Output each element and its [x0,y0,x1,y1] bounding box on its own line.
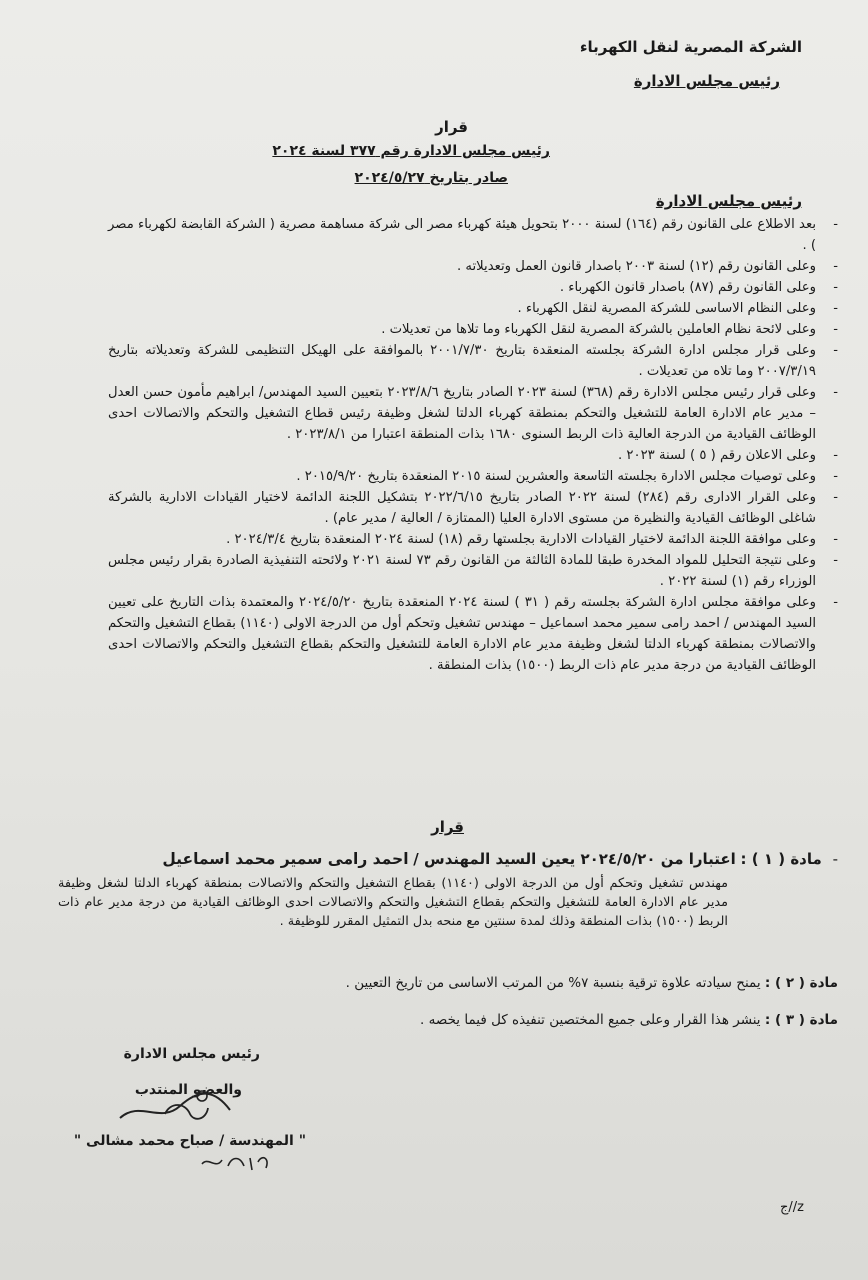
recital-item: - وعلى قرار مجلس ادارة الشركة بجلسته المنعقدة بتاريخ ٢٠٠١/٧/٣٠ بالموافقة على الهيكل التنظيمى للشركة وتعديلاته بتاريخ ٢٠٠٧/٣/١٩ وما تلاه من تعديلات . [108,343,838,379]
recital-item: - وعلى القانون رقم (١٢) لسنة ٢٠٠٣ باصدار قانون العمل وتعديلاته . [457,259,838,274]
recital-item: - وعلى لائحة نظام العاملين بالشركة المصرية لنقل الكهرباء وما تلاها من تعديلات . [381,322,838,337]
recital-item: - بعد الاطلاع على القانون رقم (١٦٤) لسنة ٢٠٠٠ بتحويل هيئة كهرباء مصر الى شركة مساهمة مصرية ( الشركة القابضة لكهرباء مصر ) . [108,217,838,253]
decree-word: قرار [435,118,468,136]
recital-item: - وعلى القانون رقم (٨٧) باصدار قانون الكهرباء . [559,280,838,295]
handwritten-signature [110,1080,250,1130]
preamble-head: رئيس مجلس الادارة [655,192,802,210]
decree-date: صادر بتاريخ ٢٠٢٤/٥/٢٧ [354,170,508,186]
recital-item: - وعلى قرار رئيس مجلس الادارة رقم (٣٦٨) لسنة ٢٠٢٣ الصادر بتاريخ ٢٠٢٣/٨/٦ بتعيين السيد المهندس/ ابراهيم مأمون حسن العدل – مدير عام الادارة العامة للتشغيل والتحكم بمنطقة كهرباء الدلتا لشغل وظيفة رئيس قطاع التشغيل والتحكم والاتصالات احدى الوظائف القيادية من الدرجة العالية ذات الربط السنوى ١٦٨٠ بذات المنطقة اعتبارا من ٢٠٢٣/٨/١ . [108,385,838,442]
recital-item: - وعلى موافقة مجلس ادارة الشركة بجلسته رقم ( ٣١ ) لسنة ٢٠٢٤ المنعقدة بتاريخ ٢٠٢٤/٥/٢٠ والمعتمدة بذات التاريخ على تعيين السيد المهندس / احمد رامى سمير محمد اسماعيل – مهندس تشغيل وتحكم أول من الدرجة الاولى (١١٤٠) بقطاع التشغيل والتحكم والاتصالات بمنطقة كهرباء الدلتا لشغل وظيفة مدير عام الادارة العامة للتشغيل والتحكم بقطاع التشغيل والتحكم والاتصالات احدى الوظائف القيادية من درجة مدير عام ذات الربط (١٥٠٠) بذات المنطقة . [108,595,838,673]
article-2-label: مادة ( ٢ ) : [764,975,838,991]
article-1-body: مهندس تشغيل وتحكم أول من الدرجة الاولى (١١٤٠) بقطاع التشغيل والتحكم والاتصالات بمنطقة كهرباء الدلتا لشغل وظيفة مدير عام الادارة العامة للتشغيل والتحكم بقطاع التشغيل والتحكم والاتصالات احدى الوظائف القيادية من درجة مدير عام ذات الربط (١٥٠٠) بذات المنطقة وذلك لمدة سنتين مع منحه بدل التمثيل المقرر للوظيفة . [58,876,728,929]
company-name: الشركة المصرية لنقل الكهرباء [579,38,802,56]
handwritten-date [196,1148,276,1176]
article-3-label: مادة ( ٣ ) : [764,1012,838,1028]
signatory-title: رئيس مجلس الادارة [123,1046,260,1062]
article-1-label: مادة ( ١ ) : [740,850,822,868]
office-title: رئيس مجلس الادارة [633,72,780,90]
recital-item: - وعلى موافقة اللجنة الدائمة لاختيار القيادات الادارية بجلستها رقم (١٨) لسنة ٢٠٢٤ المنعقدة بتاريخ ٢٠٢٤/٣/٤ . [226,532,838,547]
recital-item: - وعلى القرار الادارى رقم (٢٨٤) لسنة ٢٠٢٢ الصادر بتاريخ ٢٠٢٢/٦/١٥ بتشكيل اللجنة الدائمة لاختيار القيادات الادارية بالشركة شاغلى الوظائف القيادية والنظيرة من مستوى الادارة العليا (الممتازة / العالية / مدير عام) . [108,490,838,526]
signatory-title-2: والعضو المنتدب [134,1082,242,1098]
appointee-name: احمد رامى سمير محمد اسماعيل [162,850,409,868]
recital-item: - وعلى الاعلان رقم ( ٥ ) لسنة ٢٠٢٣ . [618,448,838,463]
recital-item: - وعلى نتيجة التحليل للمواد المخدرة طبقا للمادة الثالثة من القانون رقم ٧٣ لسنة ٢٠٢١ ولائحته التنفيذية الصادرة بقرار رئيس مجلس الوزراء رقم (١) لسنة ٢٠٢٢ . [108,553,838,589]
article-1: - مادة ( ١ ) : اعتبارا من ٢٠٢٤/٥/٢٠ يعين السيد المهندس / احمد رامى سمير محمد اسماعيل مهندس تشغيل وتحكم أول من الدرجة الاولى (١١٤٠) بقطاع التشغيل والتحكم والاتصالات بمنطقة كهرباء الدلتا لشغل وظيفة مدير عام الادارة العامة للتشغيل والتحكم بقطاع التشغيل والتحكم والاتصالات احدى الوظائف القيادية من درجة مدير عام ذات الربط (١٥٠٠) بذات المنطقة وذلك لمدة سنتين مع منحه بدل التمثيل المقرر للوظيفة . [58,850,838,929]
footer-mark: ج//z [780,1200,804,1215]
signatory-name: " المهندسة / صباح محمد مشالى " [73,1133,306,1149]
article-2-body: يمنح سيادته علاوة ترقية بنسبة ٧% من المرتب الاساسى من تاريخ التعيين . [345,975,761,991]
article-3-body: ينشر هذا القرار وعلى جميع المختصين تنفيذه كل فيما يخصه . [420,1012,761,1028]
recital-item: - وعلى النظام الاساسى للشركة المصرية لنقل الكهرباء . [517,301,838,316]
article-2 [58,975,838,991]
decree-number: رئيس مجلس الادارة رقم ٣٧٧ لسنة ٢٠٢٤ [272,143,550,159]
article-1-lead: اعتبارا من ٢٠٢٤/٥/٢٠ يعين السيد المهندس / [413,850,736,868]
article-3 [58,1012,838,1028]
recitals-list [108,214,838,676]
recital-item: - وعلى توصيات مجلس الادارة بجلسته التاسعة والعشرين لسنة ٢٠١٥ المنعقدة بتاريخ ٢٠١٥/٩/٢٠ . [296,469,838,484]
decision-word: قرار [431,818,464,836]
